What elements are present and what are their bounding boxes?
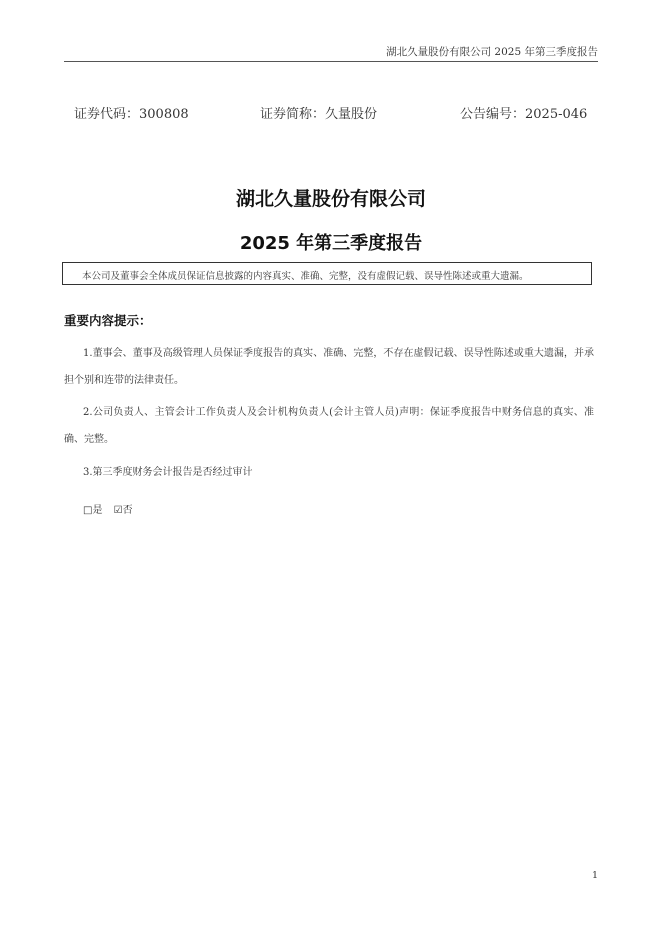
notice-item-3: 3.第三季度财务会计报告是否经过审计: [83, 467, 253, 478]
notice-item-2: 2.公司负责人、主管会计工作负责人及会计机构负责人(会计主管人员)声明：保证季度报告中财务信息的真实、准确、完整。: [64, 407, 594, 445]
disclosure-notice-text: 本公司及董事会全体成员保证信息披露的内容真实、准确、完整，没有虚假记载、误导性陈述或重大遗漏。: [82, 271, 529, 282]
security-short-name: 证券简称：久量股份: [260, 107, 378, 122]
running-header: 湖北久量股份有限公司 2025 年第三季度报告: [386, 46, 598, 58]
report-title: 2025 年第三季度报告: [239, 233, 423, 254]
announcement-number: 公告编号：2025-046: [460, 107, 588, 122]
notice-item-1: 1.董事会、董事及高级管理人员保证季度报告的真实、准确、完整，不存在虚假记载、误导性陈述或重大遗漏，并承担个别和连带的法律责任。: [64, 348, 594, 386]
security-code: 证券代码：300808: [74, 107, 189, 122]
disclosure-notice-box: [62, 262, 592, 285]
page-number: 1: [591, 870, 598, 881]
audit-option-no: ☑否: [113, 505, 133, 516]
security-meta-row: [74, 103, 588, 122]
header-rule: [64, 61, 598, 62]
audit-options: [83, 501, 141, 516]
audit-option-yes: □是: [83, 505, 103, 516]
company-title: 湖北久量股份有限公司: [235, 188, 426, 210]
important-notice-heading: 重要内容提示：: [64, 313, 152, 328]
